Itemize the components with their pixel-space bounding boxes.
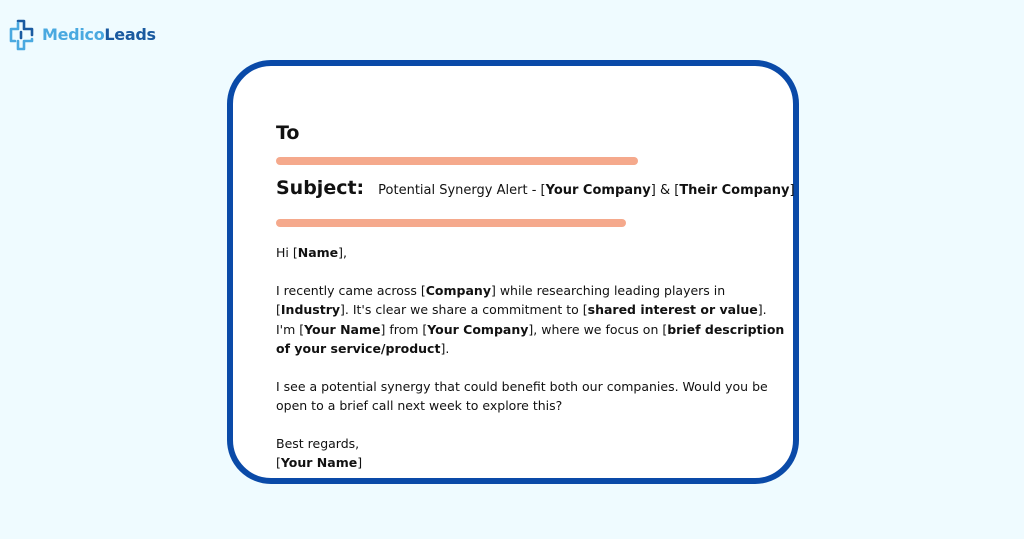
subject-mid: ] & [ bbox=[650, 183, 680, 198]
signoff-prefix: [ bbox=[276, 455, 281, 470]
para1-shared-interest: shared interest or value bbox=[587, 302, 758, 317]
para1-text-5: ] from [ bbox=[380, 321, 428, 337]
signoff-suffix: ] bbox=[357, 455, 363, 470]
signoff-closing: Best regards, bbox=[276, 435, 360, 451]
para1-text-4: ]. I'm [ bbox=[276, 302, 767, 337]
brand-name-part2: Leads bbox=[104, 25, 156, 44]
para1-text-6: ], where we focus on [ bbox=[528, 321, 668, 337]
signoff bbox=[276, 434, 786, 473]
subject-suffix: ] bbox=[789, 183, 795, 198]
medicoleads-cross-logo-icon bbox=[8, 18, 36, 52]
greeting-prefix: Hi [ bbox=[276, 245, 298, 260]
greeting-suffix: ], bbox=[338, 245, 347, 260]
para1-text-3: ]. It's clear we share a commitment to [ bbox=[340, 302, 588, 317]
paragraph-call-to-action: I see a potential synergy that could benefit both our companies. Would you be open to a brief call next week to explore this? bbox=[276, 378, 768, 413]
subject-your-company: Your Company bbox=[545, 183, 651, 198]
greeting-name: Name bbox=[297, 245, 339, 260]
para1-company: Company bbox=[425, 282, 491, 298]
para1-your-name: Your Name bbox=[304, 321, 381, 337]
to-placeholder-line bbox=[276, 157, 638, 165]
para1-text-7: ]. bbox=[440, 341, 450, 356]
subject-placeholder-line bbox=[276, 219, 626, 227]
email-template-card bbox=[227, 60, 799, 484]
para1-text-2: ] while researching leading players in [ bbox=[276, 282, 726, 317]
subject-label: Subject: bbox=[276, 177, 365, 199]
paragraph-intro bbox=[276, 281, 786, 359]
para1-text-1: I recently came across [ bbox=[276, 282, 426, 298]
para1-industry: Industry bbox=[280, 302, 341, 317]
subject-row bbox=[276, 177, 795, 199]
brand-name-part1: Medico bbox=[42, 25, 105, 44]
subject-text bbox=[378, 183, 794, 198]
brand-logo bbox=[8, 18, 156, 52]
greeting bbox=[276, 243, 786, 263]
subject-their-company: Their Company bbox=[679, 183, 790, 198]
to-label: To bbox=[276, 122, 300, 144]
para1-service-description: brief description of your service/product bbox=[276, 321, 785, 356]
email-body bbox=[276, 243, 786, 473]
brand-name bbox=[42, 27, 156, 43]
para1-your-company: Your Company bbox=[427, 321, 529, 337]
subject-prefix: Potential Synergy Alert - [ bbox=[378, 183, 546, 198]
signoff-name: Your Name bbox=[280, 455, 358, 470]
